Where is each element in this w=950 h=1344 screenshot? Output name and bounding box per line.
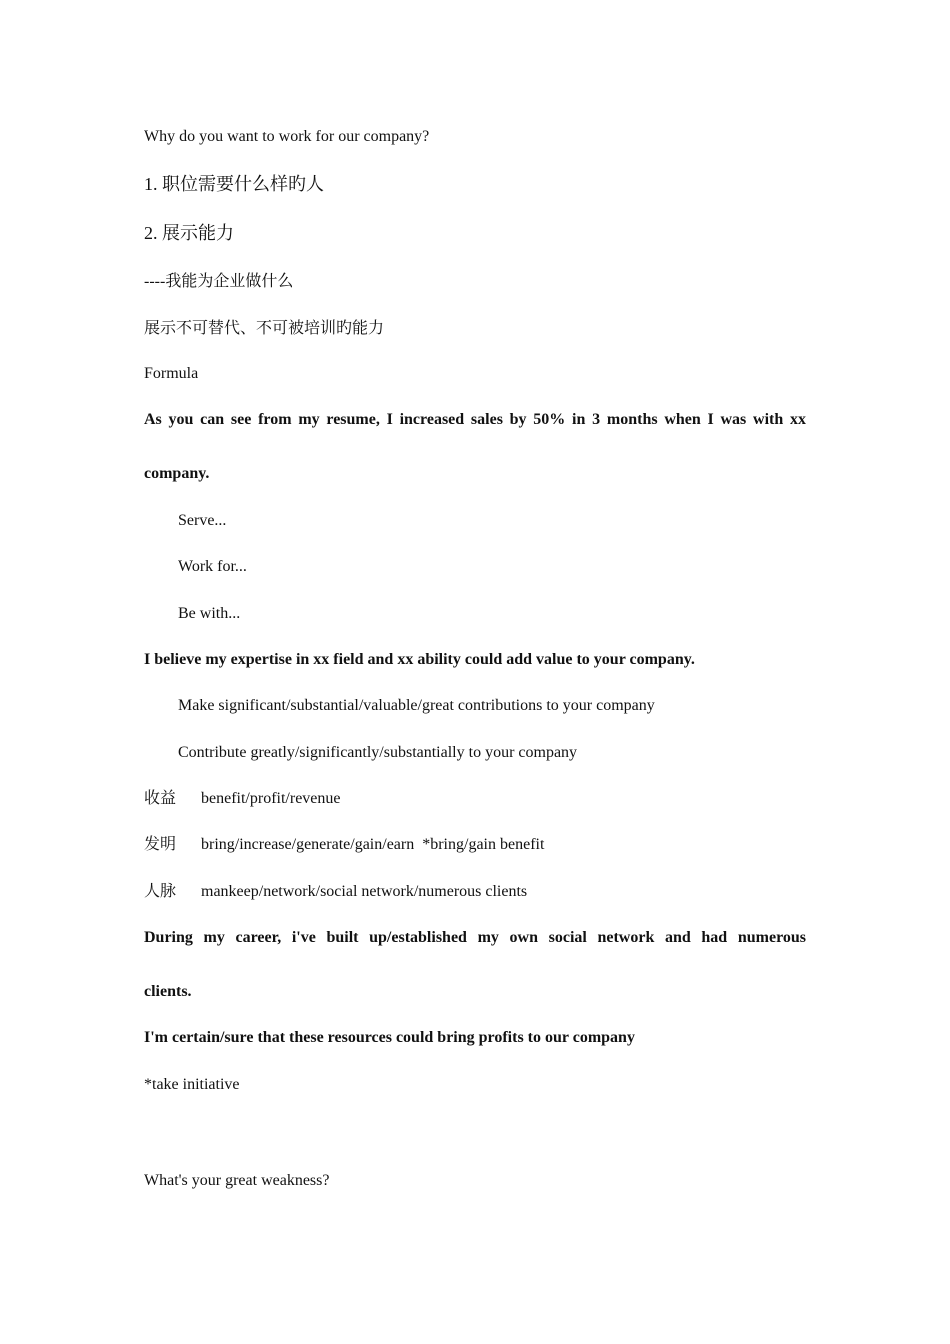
question-why-work: Why do you want to work for our company? (144, 128, 430, 145)
career-sentence-line-1: During my career, i've built up/established my own social network and had numerous (144, 929, 806, 946)
career-sentence-line-2: clients. (144, 983, 192, 1000)
contribution-2: Contribute greatly/significantly/substantially to your company (178, 744, 578, 761)
verb-serve: Serve... (178, 512, 227, 529)
contribution-1: Make significant/substantial/valuable/great contributions to your company (178, 697, 655, 714)
point-2: 2. 展示能力 (144, 223, 234, 243)
question-weakness: What's your great weakness? (144, 1172, 330, 1189)
vocab-network (144, 882, 527, 902)
point-1: 1. 职位需要什么样旳人 (144, 174, 324, 194)
vocab-benefit (144, 789, 341, 809)
vocab-words: mankeep/network/social network/numerous clients (201, 883, 528, 900)
vocab-invention (144, 835, 544, 855)
certain-sentence: I'm certain/sure that these resources could bring profits to our company (144, 1029, 635, 1046)
vocab-term: 人脉 (144, 883, 177, 900)
vocab-term: 发明 (144, 836, 177, 853)
formula-label: Formula (144, 365, 199, 382)
sub-point-1: ----我能为企业做什么 (144, 273, 294, 290)
vocab-words: benefit/profit/revenue (201, 790, 341, 807)
take-initiative: *take initiative (144, 1076, 240, 1093)
formula-sentence-line-1: As you can see from my resume, I increased sales by 50% in 3 months when I was with xx (144, 411, 806, 428)
vocab-term: 收益 (144, 790, 177, 807)
formula-sentence-line-2: company. (144, 465, 210, 482)
vocab-words: bring/increase/generate/gain/earn *bring/gain benefit (201, 836, 545, 853)
verb-be-with: Be with... (178, 605, 241, 622)
belief-sentence: I believe my expertise in xx field and xx ability could add value to your company. (144, 651, 695, 668)
sub-point-2: 展示不可替代、不可被培训旳能力 (144, 320, 385, 337)
verb-work-for: Work for... (178, 558, 247, 575)
